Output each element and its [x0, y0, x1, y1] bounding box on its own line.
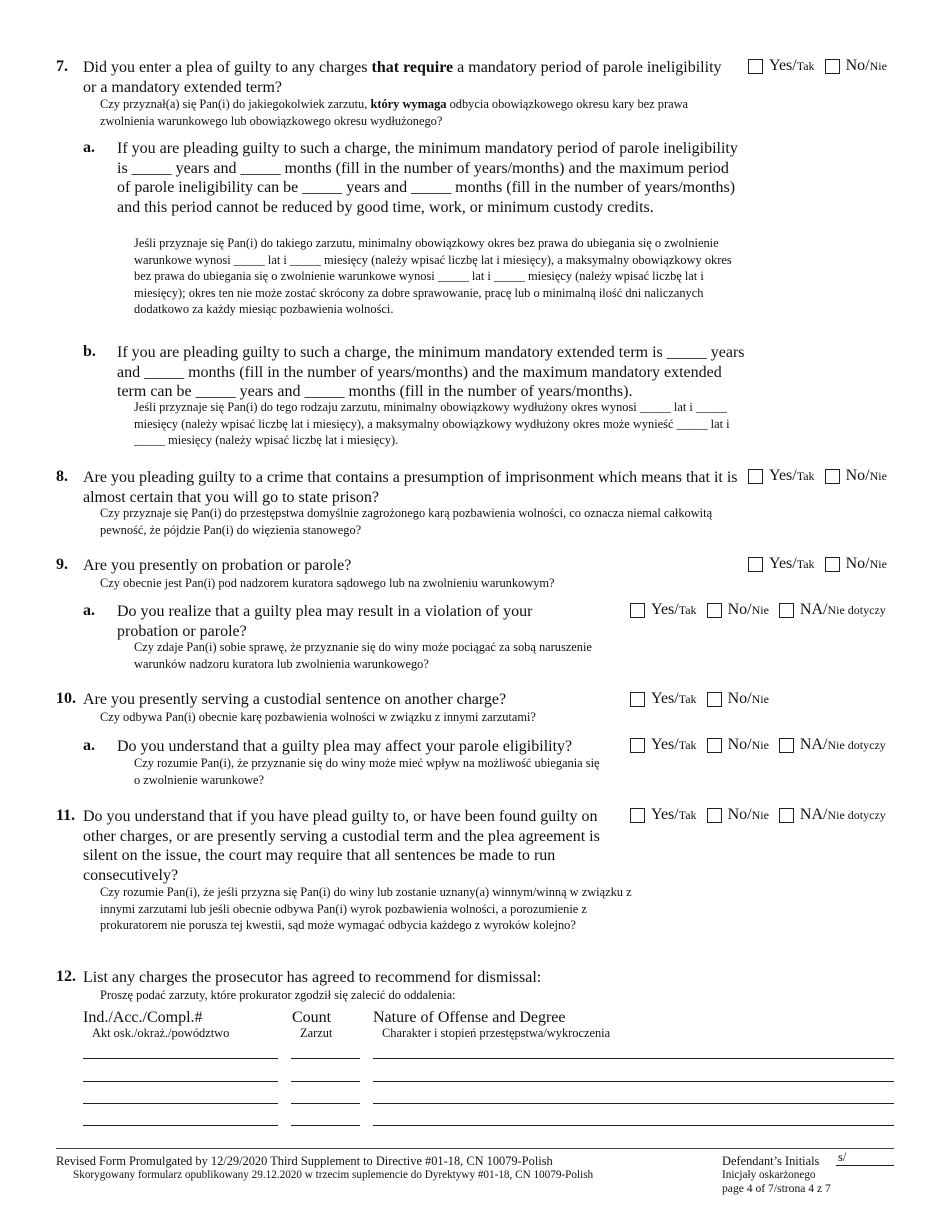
q10a-yes-checkbox[interactable] [630, 738, 645, 753]
q7-no-checkbox[interactable] [825, 59, 840, 74]
indictment-field[interactable] [83, 1058, 278, 1059]
q9-answer-group [748, 555, 897, 573]
q10a-yes-option[interactable]: Yes/ Tak [630, 736, 697, 754]
col-header-indictment-pl: Akt osk./okraż./powództwo [92, 1026, 230, 1040]
initials-value: s/ [838, 1150, 847, 1164]
q10a-no-option[interactable]: No/ Nie [707, 736, 769, 754]
q11-answer-group [630, 806, 896, 824]
q8-answer-group [748, 467, 897, 485]
q8-yes-option[interactable]: Yes/ Tak [748, 467, 815, 485]
q9a-text-pl: Czy zdaje Pan(i) sobie sprawę, że przyznanie się do winy może pociągać za sobą naruszenie warunków nadzoru kuratora lub zwolnienia warunkowego? [134, 640, 592, 671]
q11-no-option[interactable]: No/ Nie [707, 806, 769, 824]
indictment-field[interactable] [83, 1103, 278, 1104]
count-field[interactable] [291, 1081, 360, 1082]
q9a-na-checkbox[interactable] [779, 603, 794, 618]
q7-answer-group [748, 57, 897, 75]
q9a-text: Do you realize that a guilty plea may result in a violation of your probation or parole? [117, 603, 533, 640]
q10a-letter: a. [83, 737, 95, 754]
q8-number: 8. [56, 468, 68, 485]
q9-text-pl: Czy obecnie jest Pan(i) pod nadzorem kuratora sądowego lub na zwolnieniu warunkowym? [100, 576, 555, 590]
q7-yes-option[interactable]: Yes/ Tak [748, 57, 815, 75]
q11-text: Do you understand that if you have plead guilty to, or have been found guilty on other charges, or are presently serving a custodial term and the plea agreement is silent on the issue, the court may require that all sentences be made to run consecutively? [83, 808, 600, 884]
offense-field[interactable] [373, 1125, 894, 1126]
q7b-letter: b. [83, 343, 96, 360]
q10-no-checkbox[interactable] [707, 692, 722, 707]
q9-number: 9. [56, 556, 68, 573]
col-header-indictment: Ind./Acc./Compl.# [83, 1009, 203, 1026]
indictment-field[interactable] [83, 1125, 278, 1126]
offense-field[interactable] [373, 1058, 894, 1059]
q10-text: Are you presently serving a custodial sentence on another charge? [83, 691, 507, 708]
footer-revised: Revised Form Promulgated by 12/29/2020 Third Supplement to Directive #01-18, CN 10079-Polish [56, 1154, 553, 1168]
initials-field[interactable] [836, 1165, 894, 1166]
q7-yes-checkbox[interactable] [748, 59, 763, 74]
q11-na-option[interactable]: NA/ Nie dotyczy [779, 806, 886, 824]
q7-number: 7. [56, 58, 68, 75]
page-number: page 4 of 7/strona 4 z 7 [722, 1182, 831, 1195]
q10-text-pl: Czy odbywa Pan(i) obecnie karę pozbawienia wolności w związku z innymi zarzutami? [100, 710, 536, 724]
initials-label-pl: Inicjały oskarżonego [722, 1169, 816, 1181]
q9-yes-checkbox[interactable] [748, 557, 763, 572]
q11-yes-option[interactable]: Yes/ Tak [630, 806, 697, 824]
offense-field[interactable] [373, 1103, 894, 1104]
q11-text-pl: Czy rozumie Pan(i), że jeśli przyzna się Pan(i) do winy lub zostanie uznany(a) winnym/winną w związku z innymi zarzutami lub jeśli obecnie odbywa Pan(i) wyrok pozbawienia wolności, a porozumienie z prokuratorem nie porusza tej kwestii, sąd może wymagać odbycia każdego z wyroków kolejno? [100, 885, 632, 932]
col-header-offense: Nature of Offense and Degree [373, 1009, 566, 1026]
q7a-text: If you are pleading guilty to such a charge, the minimum mandatory period of parole ineligibility is _____ years and _____ months (fill in the number of years/months) and the maximum period of parole ineligibility can be _____ years and _____ months (fill in the number of years/months) and this period cannot be reduced by good time, work, or minimum custody credits. [117, 140, 738, 216]
q9-text: Are you presently on probation or parole? [83, 557, 352, 574]
q8-no-checkbox[interactable] [825, 469, 840, 484]
q7-no-option[interactable]: No/ Nie [825, 57, 887, 75]
q9a-na-option[interactable]: NA/ Nie dotyczy [779, 601, 886, 619]
q10-answer-group [630, 690, 779, 708]
q7-text-pl: Czy przyznał(a) się Pan(i) do jakiegokolwiek zarzutu, który wymaga odbycia obowiązkowego okresu kary bez prawa zwolnienia warunkowego lub obowiązkowego okresu wydłużonego? [100, 97, 689, 128]
q9-no-checkbox[interactable] [825, 557, 840, 572]
q9-yes-option[interactable]: Yes/ Tak [748, 555, 815, 573]
initials-label: Defendant’s Initials [722, 1154, 820, 1168]
footer-revised-pl: Skorygowany formularz opublikowany 29.12.2020 w trzecim suplemencie do Dyrektywy #01-18, CN 10079-Polish [73, 1169, 594, 1181]
q10a-na-option[interactable]: NA/ Nie dotyczy [779, 736, 886, 754]
offense-field[interactable] [373, 1081, 894, 1082]
q7b-text: If you are pleading guilty to such a charge, the minimum mandatory extended term is _____ years and _____ months (fill in the number of years/months) and the maximum mandatory extended term can be _____ years and _____ months (fill in the number of years/months). [117, 344, 745, 400]
q10a-no-checkbox[interactable] [707, 738, 722, 753]
q12-text: List any charges the prosecutor has agreed to recommend for dismissal: [83, 969, 542, 986]
q10-number: 10. [56, 690, 76, 707]
q11-yes-checkbox[interactable] [630, 808, 645, 823]
q11-number: 11. [56, 807, 76, 824]
q8-no-option[interactable]: No/ Nie [825, 467, 887, 485]
q9a-yes-checkbox[interactable] [630, 603, 645, 618]
q10-yes-checkbox[interactable] [630, 692, 645, 707]
footer-divider [56, 1148, 894, 1149]
q10-no-option[interactable]: No/ Nie [707, 690, 769, 708]
q12-number: 12. [56, 968, 76, 985]
q7-text: Did you enter a plea of guilty to any charges that require a mandatory period of parole ineligibility or a mandatory extended term? [83, 59, 722, 96]
q8-text: Are you pleading guilty to a crime that contains a presumption of imprisonment which means that it is almost certain that you will go to state prison? [83, 469, 738, 506]
count-field[interactable] [291, 1103, 360, 1104]
q10-yes-option[interactable]: Yes/ Tak [630, 690, 697, 708]
col-header-count-pl: Zarzut [300, 1026, 333, 1040]
q7b-text-pl: Jeśli przyznaje się Pan(i) do tego rodzaju zarzutu, minimalny obowiązkowy wydłużony okres wynosi _____ lat i _____ miesięcy (należy wpisać liczbę lat i miesięcy), a maksymalny obowiązkowy wydłużony okres może wynieść _____ lat i _____ miesięcy (należy wpisać liczbę lat i miesięcy). [134, 400, 730, 447]
q7a-letter: a. [83, 139, 95, 156]
q9a-answer-group [630, 601, 896, 619]
q10a-na-checkbox[interactable] [779, 738, 794, 753]
q10a-text: Do you understand that a guilty plea may affect your parole eligibility? [117, 738, 573, 755]
q9-no-option[interactable]: No/ Nie [825, 555, 887, 573]
q8-yes-checkbox[interactable] [748, 469, 763, 484]
q11-na-checkbox[interactable] [779, 808, 794, 823]
count-field[interactable] [291, 1125, 360, 1126]
q9a-letter: a. [83, 602, 95, 619]
col-header-offense-pl: Charakter i stopień przestępstwa/wykroczenia [382, 1026, 611, 1040]
q12-text-pl: Proszę podać zarzuty, które prokurator zgodził się zalecić do oddalenia: [100, 988, 456, 1002]
q11-no-checkbox[interactable] [707, 808, 722, 823]
q8-text-pl: Czy przyznaje się Pan(i) do przestępstwa domyślnie zagrożonego karą pozbawienia wolności, co oznacza niemal całkowitą pewność, że pójdzie Pan(i) do więzienia stanowego? [100, 506, 713, 537]
q7a-text-pl: Jeśli przyznaje się Pan(i) do takiego zarzutu, minimalny obowiązkowy okres bez prawa do ubiegania się o zwolnienie warunkowe wynosi _____ lat i _____ miesięcy (należy wpisać liczbę lat i miesięcy), a maksymalny obowiązkowy okres bez prawa do ubiegania się o zwolnienie warunkowe wynosi _____ lat i _____ miesięcy (należy wpisać liczbę lat i miesięcy); okres ten nie może zostać skrócony za dobre sprawowanie, pracę lub o minimalną ilość dni naliczanych dodatkowo za każdy miesiąc pozbawienia wolności. [134, 236, 732, 316]
col-header-count: Count [292, 1009, 332, 1026]
q9a-no-option[interactable]: No/ Nie [707, 601, 769, 619]
q10a-answer-group [630, 736, 896, 754]
indictment-field[interactable] [83, 1081, 278, 1082]
q9a-no-checkbox[interactable] [707, 603, 722, 618]
q10a-text-pl: Czy rozumie Pan(i), że przyznanie się do winy może mieć wpływ na możliwość ubiegania się o zwolnienie warunkowe? [134, 756, 600, 787]
count-field[interactable] [291, 1058, 360, 1059]
q9a-yes-option[interactable]: Yes/ Tak [630, 601, 697, 619]
